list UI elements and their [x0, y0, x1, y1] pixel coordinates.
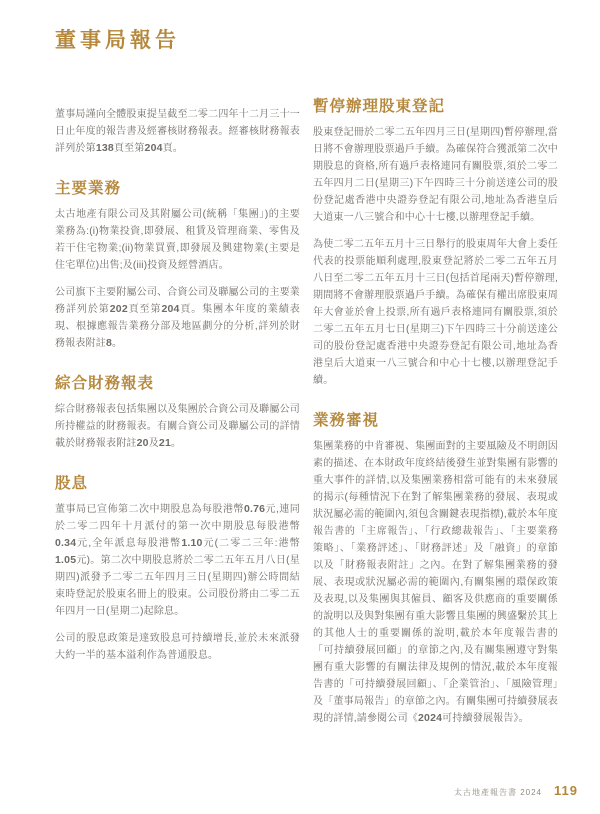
section-heading-dividends: 股息: [55, 475, 89, 492]
report-name: 太古地產報告書 2024: [453, 788, 543, 797]
page-number: 119: [554, 783, 578, 798]
paragraph-dividends-1: 董事局已宣佈第二次中期股息為每股港幣0.76元,連同於二零二四年十月派付的第一次中期股息每股港幣0.34元,全年派息每股港幣1.10元(二零二三年:港幣1.05元)。第二次中期股息將於二零二五年五月八日(星期四)派發予二零二五年四月三日(星期四)辦公時間結束時登記於股東名冊上的股東。公司股份將由二零二五年四月一日(星期二)起除息。: [55, 503, 301, 617]
section-heading-consolidated-financial-statements: 綜合財務報表: [55, 375, 155, 392]
paragraph-principal-activities-1: 太古地產有限公司及其附屬公司(統稱「集團」)的主要業務為:(i)物業投資,即發展、租賃及管理商業、零售及若干住宅物業;(ii)物業買賣,即發展及興建物業(主要是住宅單位)出售;及(iii)投資及經營酒店。: [55, 209, 300, 271]
paragraph-closure-of-register-1: 股東登記冊於二零二五年四月三日(星期四)暫停辦理,當日將不會辦理股票過戶手續。為確保符合獲派第二次中期股息的資格,所有過戶表格連同有關股票,須於二零二五年四月二日(星期三)下午四時三十分前送達公司的股份登記處香港中央證券登記有限公司,地址為香港皇后大道東一八三號合和中心十七樓,以辦理登記手續。: [313, 127, 558, 223]
page-title: 董事局報告: [55, 29, 180, 52]
section-heading-principal-activities: 主要業務: [55, 180, 122, 197]
paragraph-closure-of-register-2: 為使二零二五年五月十三日舉行的股東周年大會上委任代表的投票能順利處理,股東登記將於二零二五年五月八日至二零二五年五月十三日(包括首尾兩天)暫停辦理,期間將不會辦理股票過戶手續。為確保有權出席股東周年大會並於會上投票,所有過戶表格連同有關股票,須於二零二五年五月七日(星期三)下午四時三十分前送達公司的股份登記處香港中央證券登記有限公司,地址為香港皇后大道東一八三號合和中心十七樓,以辦理登記手續。: [313, 239, 558, 386]
paragraph-dividends-2: 公司的股息政策是達致股息可持續增長,並於未來派發大約一半的基本溢利作為普通股息。: [55, 633, 300, 661]
section-heading-closure-of-register: 暫停辦理股東登記: [313, 98, 446, 115]
intro-paragraph: 董事局謹向全體股東提呈截至二零二四年十二月三十一日止年度的報告書及經審核財務報表。經審核財務報表詳列於第138頁至第204頁。: [55, 109, 300, 154]
section-heading-business-review: 業務審視: [313, 412, 380, 429]
paragraph-consolidated-financial-statements: 綜合財務報表包括集團以及集團於合資公司及聯屬公司所持權益的財務報表。有關合資公司及聯屬公司的詳情載於財務報表附註20及21。: [55, 404, 300, 449]
paragraph-business-review: 集團業務的中肯審視、集團面對的主要風險及不明朗因素的描述、在本財政年度終結後發生並對集團有影響的重大事件的詳情,以及集團業務相當可能有的未來發展的揭示(每種情況下在對了解集團業務的發展、表現或狀況屬必需的範圍內,須包含關鍵表現指標),載於本年度報告書的「主席報告」、「行政總裁報告」、「主要業務策略」、「業務評述」、「財務評述」及「融資」的章節以及「財務報表附註」之內。在對了解集團業務的發展、表現或狀況屬必需的範圍內,有關集團的環保政策及表現,以及集團與其僱員、顧客及供應商的重要關係的說明以及與對集團有重大影響且集團的興盛繫於其上的其他人士的重要關係的說明,載於本年度報告書的「可持續發展回顧」的章節之內,及有關集團遵守對集團有重大影響的有關法律及規例的情況,載於本年度報告書的「可持續發展回顧」、「企業管治」、「風險管理」及「董事局報告」的章節之內。有關集團可持續發展表現的詳情,請參閱公司《2024可持續發展報告》。: [313, 441, 558, 724]
right-column: [313, 97, 558, 737]
left-column: [55, 97, 300, 737]
paragraph-principal-activities-2: 公司旗下主要附屬公司、合資公司及聯屬公司的主要業務詳列於第202頁至第204頁。集團本年度的業績表現、根據應報告業務分部及地區劃分的分析,詳列於財務報表附註8。: [55, 287, 300, 349]
two-column-content: [55, 97, 558, 737]
page-footer: [454, 783, 578, 798]
